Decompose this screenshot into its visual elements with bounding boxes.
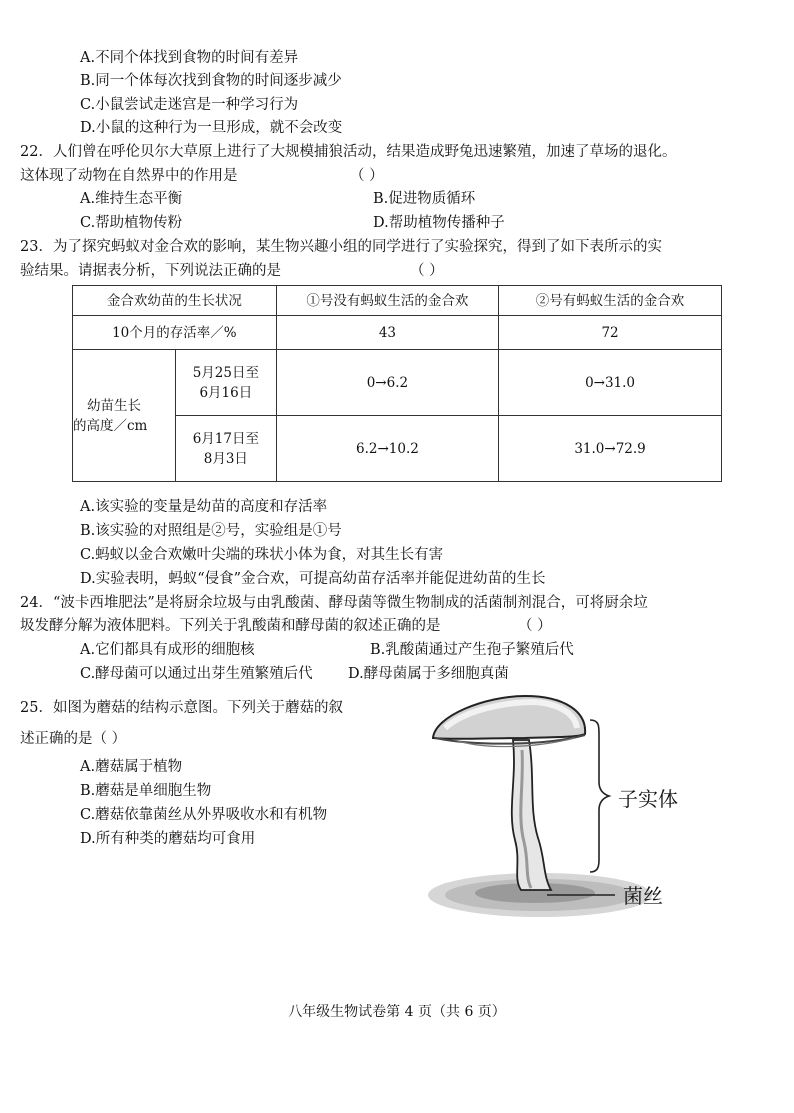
q23-stem-line1: 23．为了探究蚂蚁对金合欢的影响，某生物兴趣小组的同学进行了实验探究，得到了如下表所示的实 [20,239,662,255]
q23-option-b: B.该实验的对照组是②号，实验组是①号 [80,523,342,539]
q22-option-c: C.帮助植物传粉 [80,215,183,231]
q23-option-c: C.蚂蚁以金合欢嫩叶尖端的珠状小体为食，对其生长有害 [80,547,444,563]
table-survival-group2: 72 [499,316,722,350]
q25-option-d: D.所有种类的蘑菇均可食用 [80,831,256,847]
table-period2-line2: 8月3日 [203,450,248,467]
table-period1-group2: 0→31.0 [499,350,722,416]
q21-option-c: C.小鼠尝试走迷宫是一种学习行为 [80,97,299,113]
label-hyphae: 菌丝 [623,884,663,908]
experiment-table [72,285,722,482]
page-footer: 八年级生物试卷第 4 页（共 6 页） [288,1004,506,1020]
q25-stem-line2: 述正确的是（ ） [20,731,127,747]
table-period2 [175,416,276,482]
q25-option-c: C.蘑菇依靠菌丝从外界吸收水和有机物 [80,807,328,823]
label-fruiting-body: 子实体 [618,787,678,811]
mushroom-illustration [425,690,725,925]
q24-stem-line2: 圾发酵分解为液体肥料。下列关于乳酸菌和酵母菌的叙述正确的是 [20,618,441,634]
table-header-group1: ①号没有蚂蚁生活的金合欢 [276,286,498,316]
table-survival-label: 10个月的存活率／% [73,316,277,350]
q23-answer-bracket: （ ） [410,263,444,279]
table-period1 [175,350,276,416]
q24-option-c: C.酵母菌可以通过出芽生殖繁殖后代 [80,666,313,682]
table-height-label-line1: 幼苗生长 [87,397,141,414]
table-period2-group2: 31.0→72.9 [499,416,722,482]
table-height-label-line2: 的高度／cm [73,417,148,434]
mushroom-diagram [425,690,725,925]
q23-option-d: D.实验表明，蚂蚁“侵食”金合欢，可提高幼苗存活率并能促进幼苗的生长 [80,571,546,587]
mushroom-stem [512,740,551,890]
q22-option-a: A.维持生态平衡 [80,191,183,207]
q24-answer-bracket: （ ） [518,618,552,634]
q21-option-b: B.同一个体每次找到食物的时间逐步减少 [80,73,342,89]
q25-option-a: A.蘑菇属于植物 [80,759,183,775]
q24-option-a: A.它们都具有成形的细胞核 [80,642,255,658]
q22-option-d: D.帮助植物传播种子 [373,215,505,231]
table-period1-group1: 0→6.2 [276,350,498,416]
q21-option-d: D.小鼠的这种行为一旦形成，就不会改变 [80,120,343,136]
table-survival-group1: 43 [276,316,498,350]
q22-stem-line1: 22．人们曾在呼伦贝尔大草原上进行了大规模捕狼活动，结果造成野兔迅速繁殖，加速了草场的退化。 [20,144,677,160]
q22-stem-line2: 这体现了动物在自然界中的作用是 [20,168,238,184]
table-period2-line1: 6月17日至 [192,430,259,447]
q22-answer-bracket: （ ） [350,168,384,184]
table-period1-line2: 6月16日 [199,384,253,401]
q22-option-b: B.促进物质循环 [373,191,476,207]
table-height-label [73,350,176,482]
fruiting-body-brace [590,720,609,872]
q24-option-b: B.乳酸菌通过产生孢子繁殖后代 [370,642,574,658]
table-header-group2: ②号有蚂蚁生活的金合欢 [499,286,722,316]
q24-stem-line1: 24．“波卡西堆肥法”是将厨余垃圾与由乳酸菌、酵母菌等微生物制成的活菌制剂混合，可将厨余垃 [20,595,648,611]
table-header-growth: 金合欢幼苗的生长状况 [73,286,277,316]
q21-option-a: A.不同个体找到食物的时间有差异 [80,50,299,66]
q25-option-b: B.蘑菇是单细胞生物 [80,783,212,799]
q24-option-d: D.酵母菌属于多细胞真菌 [348,666,509,682]
q23-option-a: A.该实验的变量是幼苗的高度和存活率 [80,499,328,515]
q25-stem-line1: 25．如图为蘑菇的结构示意图。下列关于蘑菇的叙 [20,700,343,716]
table-period2-group1: 6.2→10.2 [276,416,498,482]
table-period1-line1: 5月25日至 [192,364,259,381]
q23-stem-line2: 验结果。请据表分析，下列说法正确的是 [20,263,281,279]
